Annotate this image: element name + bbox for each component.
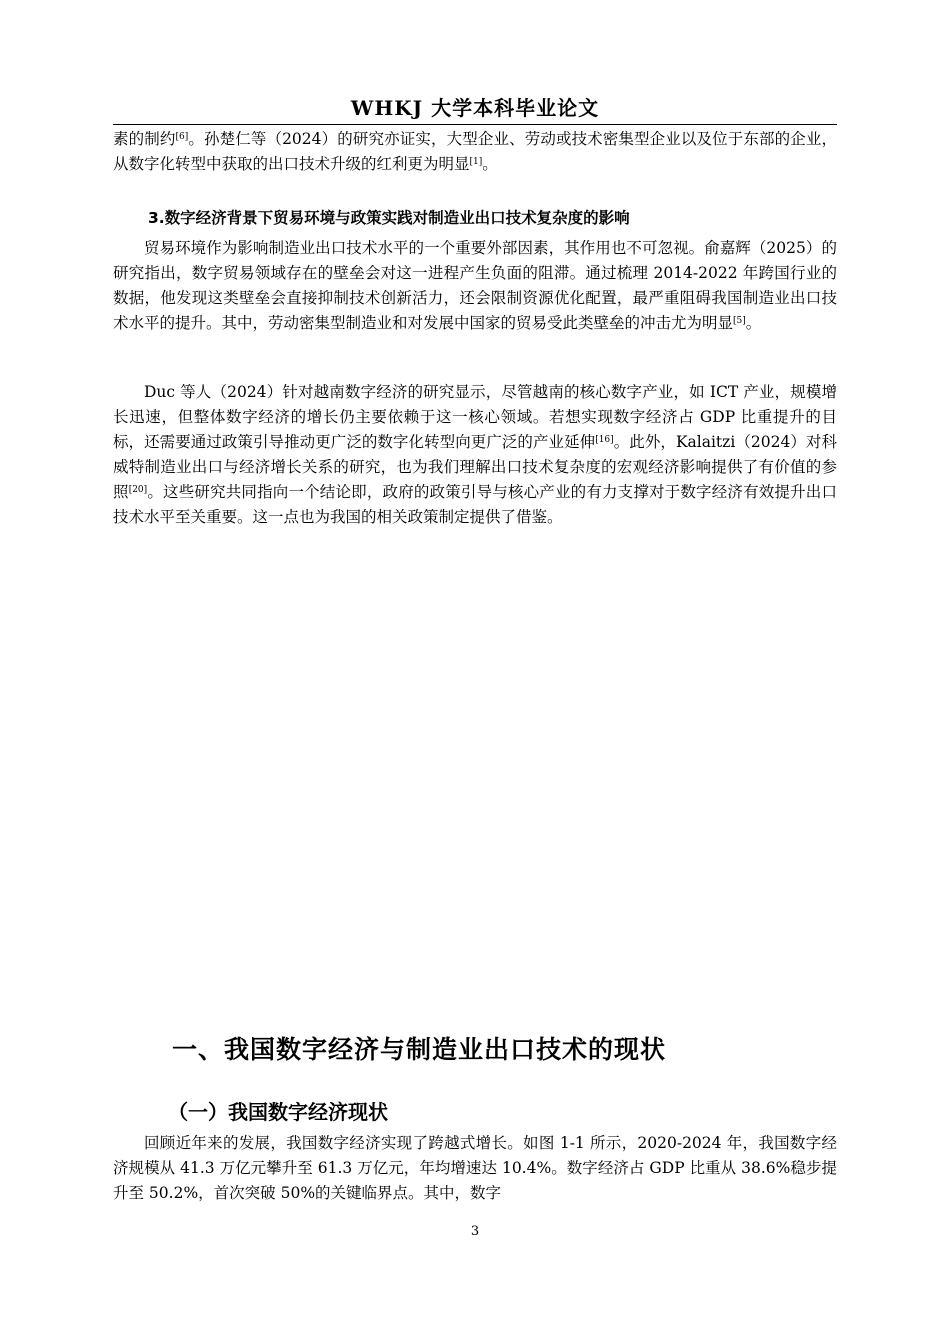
citation: [1] xyxy=(469,157,483,167)
citation: [6] xyxy=(175,132,189,142)
text-run: 素的制约 xyxy=(113,130,176,148)
citation: [16] xyxy=(595,435,614,445)
page-number: 3 xyxy=(470,1224,480,1239)
paragraph-review xyxy=(113,1131,837,1206)
paragraph-text: 回顾近年来的发展，我国数字经济实现了跨越式增长。如图 1-1 所示，2020-2024 年，我国数字经济规模从 41.3 万亿元攀升至 61.3 万亿元，年均增速达 10.4%。数字经济占 GDP 比重从 38.6%稳步提升至 50.2%，首次突破 50%的关键临界点。其中，数字 xyxy=(113,1134,837,1202)
paragraph-text xyxy=(113,380,837,530)
paragraph-continuation xyxy=(113,127,837,177)
running-header: WHKJ 大学本科毕业论文 xyxy=(350,96,600,120)
text-run: 。 xyxy=(745,314,762,332)
paragraph-text xyxy=(113,127,837,177)
paragraph-text xyxy=(113,236,837,336)
text-run: 。 xyxy=(482,155,498,173)
section-heading-2: （一）我国数字经济现状 xyxy=(168,1100,388,1124)
text-run: 。这些研究共同指向一个结论即，政府的政策引导与核心产业的有力支撑对于数字经济有效提升出口技术水平至关重要。这一点也为我国的相关政策制定提供了借鉴。 xyxy=(113,483,837,526)
text-run: 。孙楚仁等（2024）的研究亦证实，大型企业、劳动或技术密集型企业以及位于东部的企业，从数字化转型中获取的出口技术升级的红利更为明显 xyxy=(113,130,837,173)
citation: [20] xyxy=(128,485,148,495)
text-run: Duc 等人（2024）针对越南数字经济的研究显示，尽管越南的核心数字产业，如 ICT 产业，规模增长迅速，但整体数字经济的增长仍主要依赖于这一核心领域。若想实现数字经济占 GDP 比重提升的目标，还需要通过政策引导推动更广泛的数字化转型向更广泛的产业延伸 xyxy=(113,383,837,451)
paragraph-trade-environment xyxy=(113,236,837,336)
section-heading-3: 3.数字经济背景下贸易环境与政策实践对制造业出口技术复杂度的影响 xyxy=(148,209,630,227)
text-run: 贸易环境作为影响制造业出口技术水平的一个重要外部因素，其作用也不可忽视。俞嘉辉（2025）的研究指出，数字贸易领域存在的壁垒会对这一进程产生负面的阻滞。通过梳理 2014-2022 年跨国行业的数据，他发现这类壁垒会直接抑制技术创新活力，还会限制资源优化配置，最严重阻碍我国制造业出口技术水平的提升。其中，劳动密集型制造业和对发展中国家的贸易受此类壁垒的冲击尤为明显 xyxy=(113,239,837,332)
citation: [5] xyxy=(733,316,746,326)
text-run: 。此外，Kalaitzi（2024）对科威特制造业出口与经济增长关系的研究，也为我们理解出口技术复杂度的宏观经济影响提供了有价值的参照 xyxy=(113,433,837,501)
header-rule xyxy=(113,124,837,125)
paragraph-duc-study xyxy=(113,380,837,530)
chapter-heading: 一、我国数字经济与制造业出口技术的现状 xyxy=(172,1035,667,1064)
